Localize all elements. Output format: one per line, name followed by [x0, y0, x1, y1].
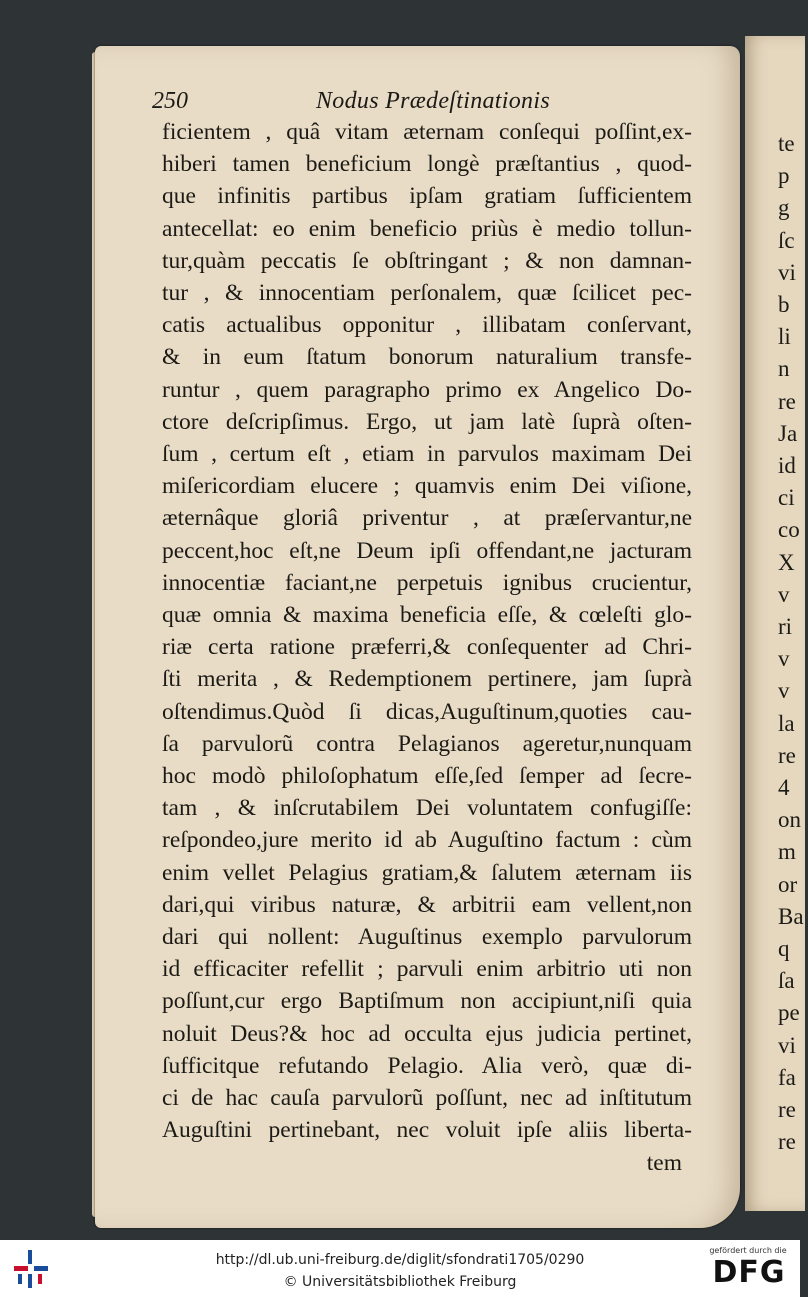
facing-text-fragment: X: [778, 549, 795, 575]
facing-text-fragment: fa: [778, 1064, 796, 1090]
text-line: antecellat: eo enim beneficio priùs è medio tollun-: [162, 215, 692, 242]
text-line: tur , & innocentiam perſonalem, quæ ſcilicet pec-: [162, 280, 692, 307]
text-line: Auguſtini pertinebant, nec voluit ipſe aliis liberta-: [162, 1117, 692, 1144]
running-title: Nodus Prædeſtinationis: [316, 88, 550, 114]
text-line: hoc modò philoſophatum eſſe,ſed ſemper ad ſecre-: [162, 763, 692, 790]
catchword: tem: [646, 1149, 682, 1176]
facing-text-fragment: or: [778, 871, 798, 897]
facing-text-fragment: v: [778, 646, 790, 672]
facing-text-fragment: g: [778, 195, 790, 221]
facing-text-fragment: re: [778, 742, 796, 768]
facing-text-fragment: re: [778, 1097, 796, 1123]
text-line: que infinitis partibus ipſam gratiam ſufficientem: [162, 183, 692, 210]
text-line: æternâque gloriâ priventur , at præſervantur,ne: [162, 505, 692, 532]
facing-text-fragment: id: [778, 453, 796, 479]
facing-text-fragment: m: [778, 839, 796, 865]
facing-page-text: [778, 128, 808, 1159]
text-line: ſa parvulorũ contra Pelagianos ageretur,nunquam: [162, 730, 692, 757]
facing-text-fragment: v: [778, 678, 790, 704]
text-line: runtur , quem paragrapho primo ex Angelico Do-: [162, 376, 692, 403]
text-line: catis actualibus opponitur , illibatam conſervant,: [162, 312, 692, 339]
text-line: noluit Deus?& hoc ad occulta ejus judicia pertinet,: [162, 1020, 692, 1047]
facing-text-fragment: q: [778, 936, 790, 962]
text-line: & in eum ſtatum bonorum naturalium transfe-: [162, 344, 692, 371]
facing-text-fragment: Ja: [778, 420, 798, 446]
facing-text-fragment: pe: [778, 1000, 800, 1026]
facing-text-fragment: ri: [778, 614, 793, 640]
text-line: id efficaciter refellit ; parvuli enim arbitrio uti non: [162, 956, 692, 983]
text-line: reſpondeo,jure merito id ab Auguſtino factum : cùm: [162, 827, 692, 854]
text-line: dari,qui viribus naturæ, & arbitrii eam vellent,non: [162, 891, 692, 918]
dfg-logo[interactable]: DFG: [712, 1255, 786, 1290]
facing-text-fragment: n: [778, 356, 790, 382]
facing-text-fragment: ci: [778, 485, 795, 511]
facing-text-fragment: vi: [778, 259, 796, 285]
text-line: ſum , certum eſt , etiam in parvulos maximam Dei: [162, 441, 692, 468]
facing-text-fragment: v: [778, 581, 790, 607]
facing-text-fragment: re: [778, 388, 796, 414]
facing-text-fragment: co: [778, 517, 800, 543]
facing-text-fragment: ſa: [778, 968, 795, 994]
text-line: oſtendimus.Quòd ſi dicas,Auguſtinum,quoties cau-: [162, 698, 692, 725]
facing-text-fragment: re: [778, 1129, 796, 1155]
facing-text-fragment: p: [778, 163, 790, 189]
text-line: miſericordiam elucere ; quamvis enim Dei viſione,: [162, 473, 692, 500]
text-line: ſti merita , & Redemptionem pertinere, jam ſuprà: [162, 666, 692, 693]
running-head: [152, 88, 572, 118]
text-line: ci de hac cauſa parvulorũ poſſunt, nec ad inſtitutum: [162, 1085, 692, 1112]
facing-text-fragment: te: [778, 131, 795, 156]
facing-text-fragment: la: [778, 710, 795, 736]
text-line: ficientem , quâ vitam æternam conſequi poſſint,ex-: [162, 119, 692, 145]
permalink-url[interactable]: http://dl.ub.uni-freiburg.de/diglit/sfondrati1705/0290: [215, 1252, 585, 1268]
page-number: 250: [152, 88, 188, 114]
dfg-caption: gefördert durch die: [709, 1246, 787, 1255]
facing-text-fragment: on: [778, 807, 801, 833]
text-line: enim vellet Pelagius gratiam,& ſalutem æternam iis: [162, 859, 692, 886]
facing-text-fragment: b: [778, 292, 790, 318]
facing-text-fragment: li: [778, 324, 791, 350]
text-line: tam , & inſcrutabilem Dei voluntatem confugiſſe:: [162, 795, 692, 822]
text-line: tur,quàm peccatis ſe obſtringant ; & non damnan-: [162, 247, 692, 274]
footer-bar: [0, 1240, 800, 1297]
body-text: [162, 116, 707, 1179]
text-line: ctore deſcripſimus. Ergo, ut jam latè ſuprà oſten-: [162, 408, 692, 435]
text-line: dari qui nollent: Auguſtinus exemplo parvulorum: [162, 924, 692, 951]
text-line: peccent,hoc eſt,ne Deum ipſi offendant,ne jacturam: [162, 537, 692, 564]
text-line: poſſunt,cur ergo Baptiſmum non accipiunt,niſi quia: [162, 988, 692, 1015]
facing-text-fragment: 4: [778, 775, 790, 801]
facing-text-fragment: Ba: [778, 903, 804, 929]
facing-text-fragment: vi: [778, 1032, 796, 1058]
facing-text-fragment: ſc: [778, 227, 795, 253]
text-line: quæ omnia & maxima beneficia eſſe, & cœleſti glo-: [162, 602, 692, 629]
copyright-notice: © Universitätsbibliothek Freiburg: [283, 1274, 517, 1290]
text-line: ſufficitque refutando Pelagio. Alia verò, quæ di-: [162, 1052, 692, 1079]
text-line: innocentiæ faciant,ne perpetuis ignibus crucientur,: [162, 569, 692, 596]
text-line: hiberi tamen beneficium longè præſtantius , quod-: [162, 151, 692, 178]
text-line: riæ certa ratione præferri,& conſequenter ad Chri-: [162, 634, 692, 661]
